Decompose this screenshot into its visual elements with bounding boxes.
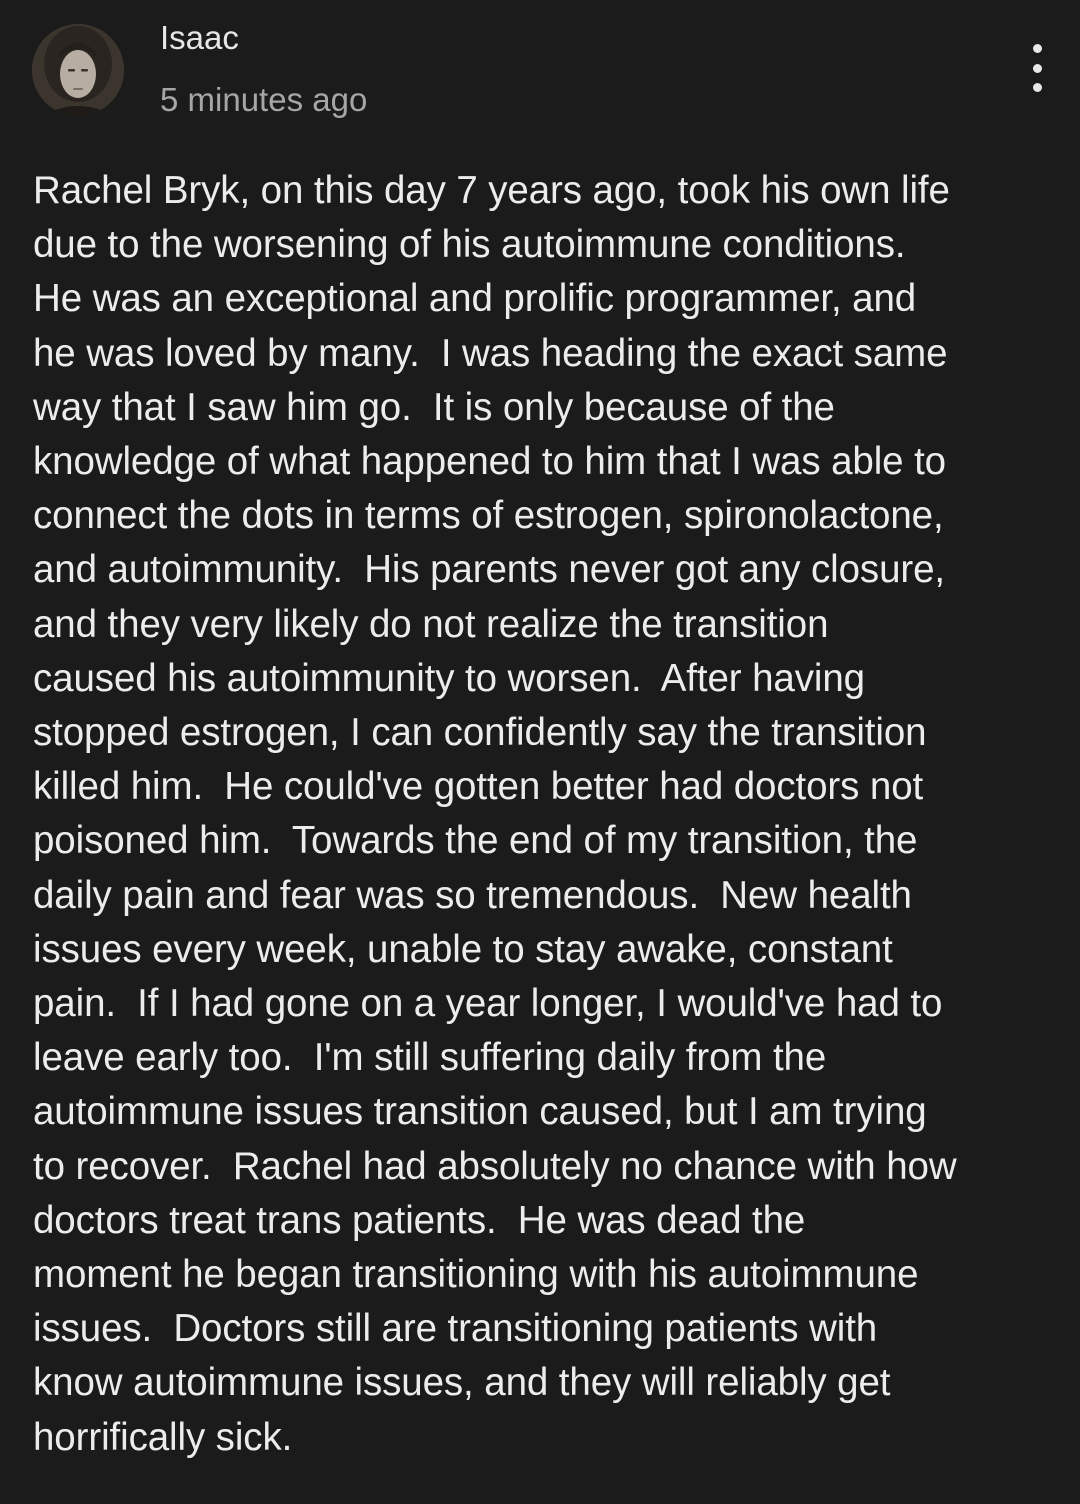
vertical-ellipsis-icon	[1033, 83, 1042, 92]
user-avatar[interactable]	[32, 24, 124, 116]
comment-body: Rachel Bryk, on this day 7 years ago, took his own life due to the worsening of his autoimmune conditions. He was an exceptional and prolific programmer, and he was loved by many. I was heading the exact same way that I saw him go. It is only because of the knowledge of what happened to him that I was able to connect the dots in terms of estrogen, spironolactone, and autoimmunity. His parents never got any closure, and they very likely do not realize the transition caused his autoimmunity to worsen. After having stopped estrogen, I can confidently say the transition killed him. He could've gotten better had doctors not poisoned him. Towards the end of my transition, the daily pain and fear was so tremendous. New health issues every week, unable to stay awake, constant pain. If I had gone on a year longer, I would've had to leave early too. I'm still suffering daily from the autoimmune issues transition caused, but I am trying to recover. Rachel had absolutely no chance with how doctors treat trans patients. He was dead the moment he began transitioning with his autoimmune issues. Doctors still are transitioning patients with know autoimmune issues, and they will reliably get horrifically sick.	[33, 169, 957, 1459]
avatar-photo-icon	[32, 24, 124, 116]
post-timestamp: 5 minutes ago	[160, 81, 368, 118]
vertical-ellipsis-icon	[1033, 44, 1042, 53]
vertical-ellipsis-icon	[1033, 64, 1042, 73]
author-name[interactable]: Isaac	[160, 19, 239, 56]
more-options-button[interactable]	[1014, 40, 1060, 96]
